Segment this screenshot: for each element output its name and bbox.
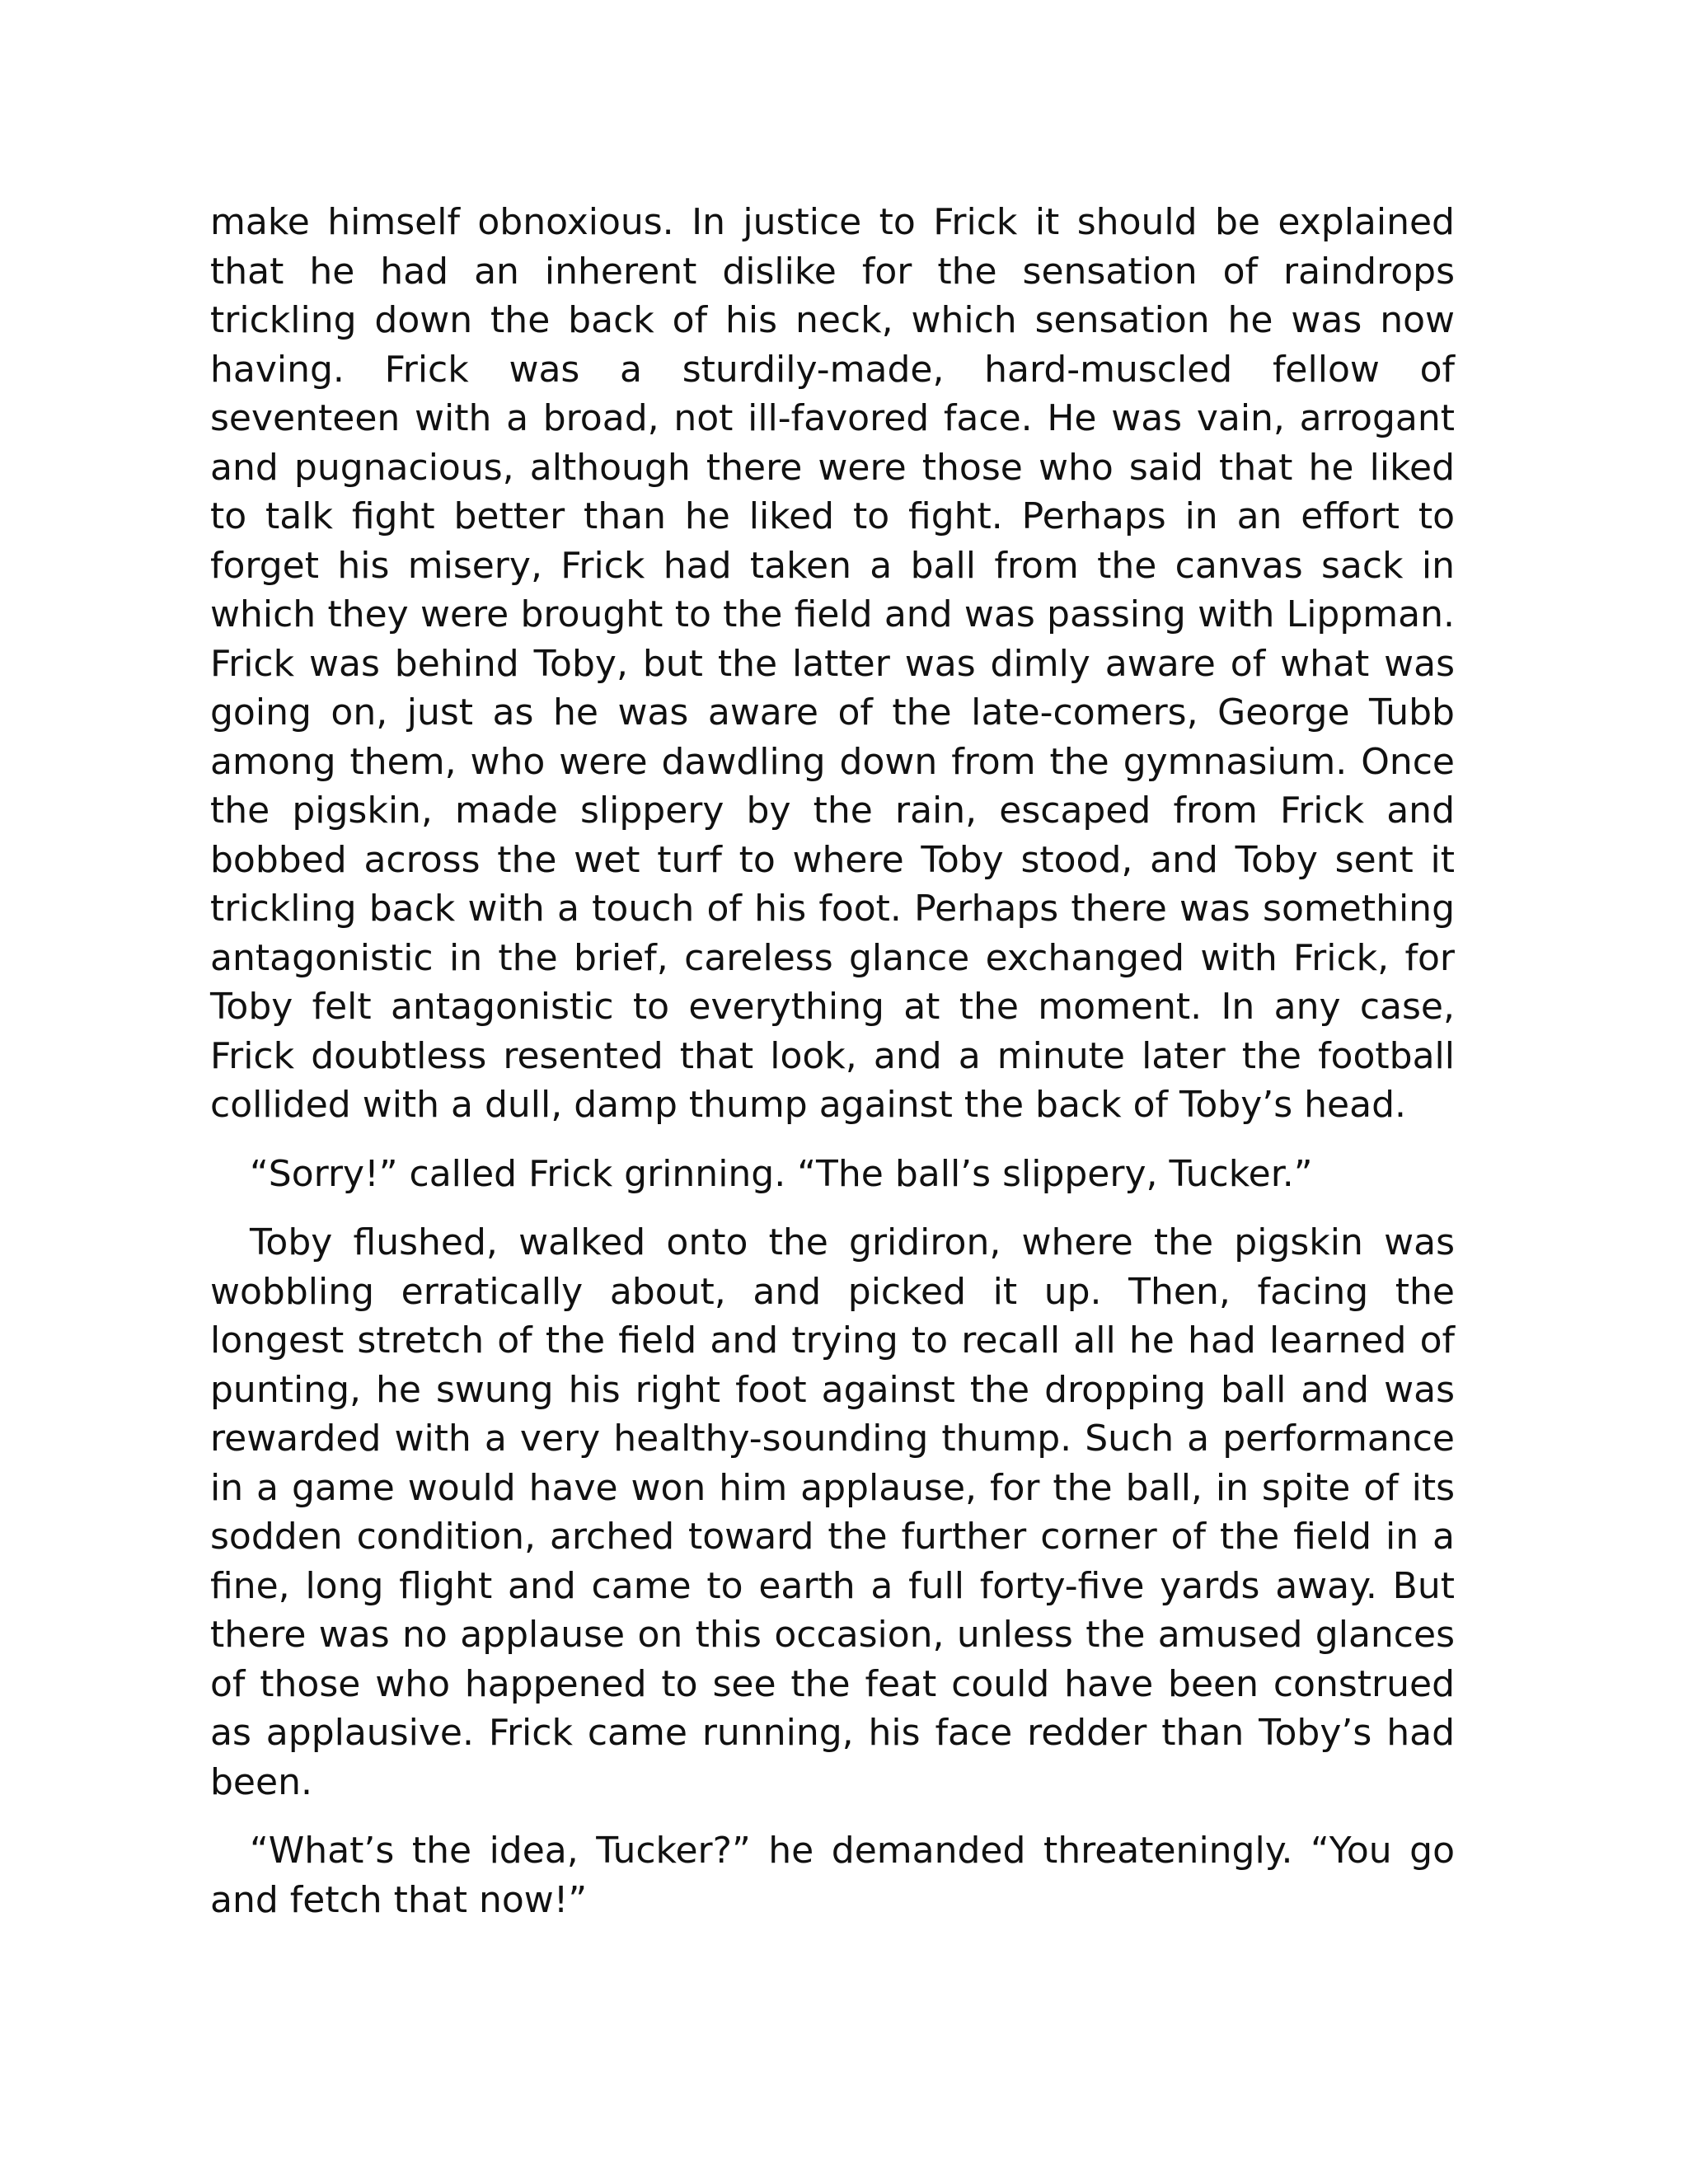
page-body (210, 198, 1455, 1944)
paragraph: Toby flushed, walked onto the gridiron, where the pigskin was wobbling erratically about, and picked it up. Then, facing the longest stretch of the field and trying to recall all he had learned of punting, he swung his right foot against the dropping ball and was rewarded with a very healthy-sounding thump. Such a performance in a game would have won him applause, for the ball, in spite of its sodden condition, arched toward the further corner of the field in a fine, long flight and came to earth a full forty-five yards away. But there was no applause on this occasion, unless the amused glances of those who happened to see the feat could have been construed as applausive. Frick came running, his face redder than Toby’s had been. (210, 1221, 1455, 1803)
paragraph: make himself obnoxious. In justice to Frick it should be explained that he had an inherent dislike for the sensation of raindrops trickling down the back of his neck, which sensation he was now having. Frick was a sturdily-made, hard-muscled fellow of seventeen with a broad, not ill-favored face. He was vain, arrogant and pugnacious, although there were those who said that he liked to talk fight better than he liked to fight. Perhaps in an effort to forget his misery, Frick had taken a ball from the canvas sack in which they were brought to the field and was passing with Lippman. Frick was behind Toby, but the latter was dimly aware of what was going on, just as he was aware of the late-comers, George Tubb among them, who were dawdling down from the gymnasium. Once the pigskin, made slippery by the rain, escaped from Frick and bobbed across the wet turf to where Toby stood, and Toby sent it trickling back with a touch of his foot. Perhaps there was something antagonistic in the brief, careless glance exchanged with Frick, for Toby felt antagonistic to everything at the moment. In any case, Frick doubtless resented that look, and a minute later the football collided with a dull, damp thump against the back of Toby’s head. (210, 201, 1455, 1126)
paragraph: “Sorry!” called Frick grinning. “The ball’s slippery, Tucker.” (250, 1152, 1313, 1195)
paragraph: “What’s the idea, Tucker?” he demanded threateningly. “You go and fetch that now!” (210, 1830, 1455, 1921)
